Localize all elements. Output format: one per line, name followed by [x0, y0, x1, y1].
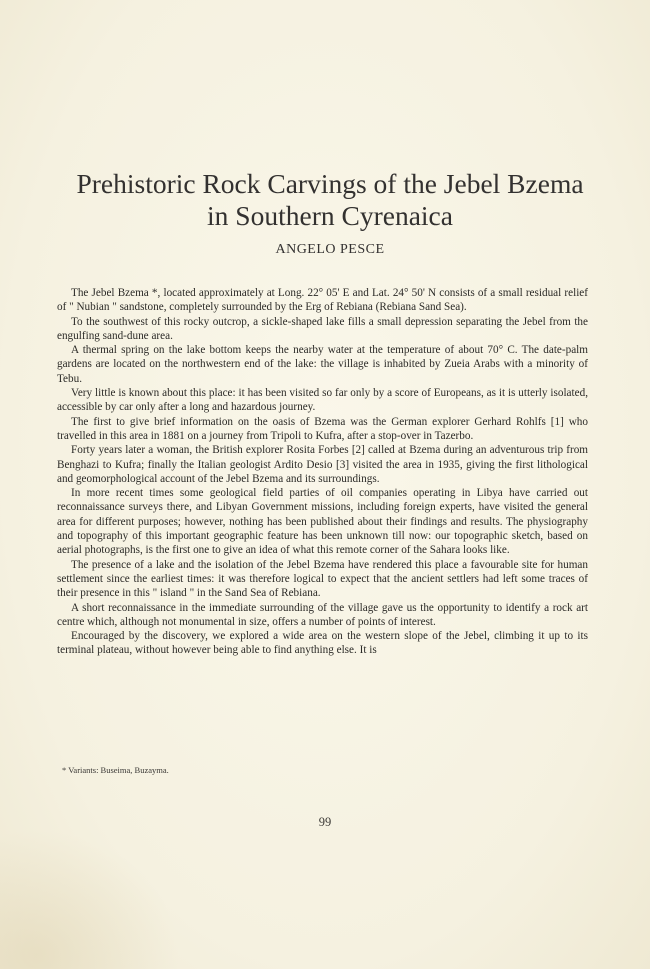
- article-title-line-1: Prehistoric Rock Carvings of the Jebel Bzema: [76, 168, 584, 199]
- article-body: [57, 286, 588, 658]
- article-title-line-2: in Southern Cyrenaica: [207, 200, 453, 231]
- body-paragraph: Forty years later a woman, the British explorer Rosita Forbes [2] called at Bzema during an adventurous trip from Benghazi to Kufra; finally the Italian geologist Ardito Desio [3] visited the area in 1935, giving the first lithological and geomorphological account of the Jebel Bzema and its surroundings.: [57, 444, 588, 485]
- body-paragraph: Very little is known about this place: it has been visited so far only by a score of Europeans, as it is utterly isolated, accessible by car only after a long and hazardous journey.: [57, 387, 588, 414]
- paper-stain: [0, 829, 180, 969]
- body-paragraph: The Jebel Bzema *, located approximately at Long. 22° 05' E and Lat. 24° 50' N consists of a small residual relief of " Nubian " sandstone, completely surrounded by the Erg of Rebiana (Rebiana Sand Sea).: [57, 287, 588, 314]
- body-paragraph: Encouraged by the discovery, we explored a wide area on the western slope of the Jebel, climbing it up to its terminal plateau, without however being able to find anything else. It is: [57, 630, 588, 657]
- body-paragraph: In more recent times some geological field parties of oil companies operating in Libya have carried out reconnaissance surveys there, and Libyan Government missions, including foreign experts, have visited the general area for different purposes; however, nothing has been published about their findings and results. The physiography and topography of this important geographic feature has been unknown till now: our topographic sketch, based on aerial photographs, is the first one to give an idea of what this remote corner of the Sahara looks like.: [57, 487, 588, 557]
- body-paragraph: A thermal spring on the lake bottom keeps the nearby water at the temperature of about 70° C. The date-palm gardens are located on the northwestern end of the lake: the village is inhabited by Zueia Arabs with a minority of Tebu.: [57, 344, 588, 385]
- article-title: [40, 168, 620, 232]
- author-name: ANGELO PESCE: [275, 242, 385, 257]
- footnote: * Variants: Buseima, Buzayma.: [62, 765, 169, 775]
- body-paragraph: The presence of a lake and the isolation of the Jebel Bzema have rendered this place a favourable site for human settlement since the earliest times: it was therefore logical to expect that the ancient settlers had left some traces of their presence in this " island " in the Sand Sea of Rebiana.: [57, 558, 588, 600]
- page-number: 99: [318, 815, 332, 829]
- body-paragraph: The first to give brief information on the oasis of Bzema was the German explorer Gerhard Rohlfs [1] who travelled in this area in 1881 on a journey from Tripoli to Kufra, after a stop-over in Tazerbo.: [57, 415, 588, 442]
- body-paragraph: A short reconnaissance in the immediate surrounding of the village gave us the opportunity to identify a rock art centre which, although not monumental in size, offers a number of points of interest.: [57, 601, 588, 628]
- body-paragraph: To the southwest of this rocky outcrop, a sickle-shaped lake fills a small depression separating the Jebel from the engulfing sand-dune area.: [57, 315, 588, 342]
